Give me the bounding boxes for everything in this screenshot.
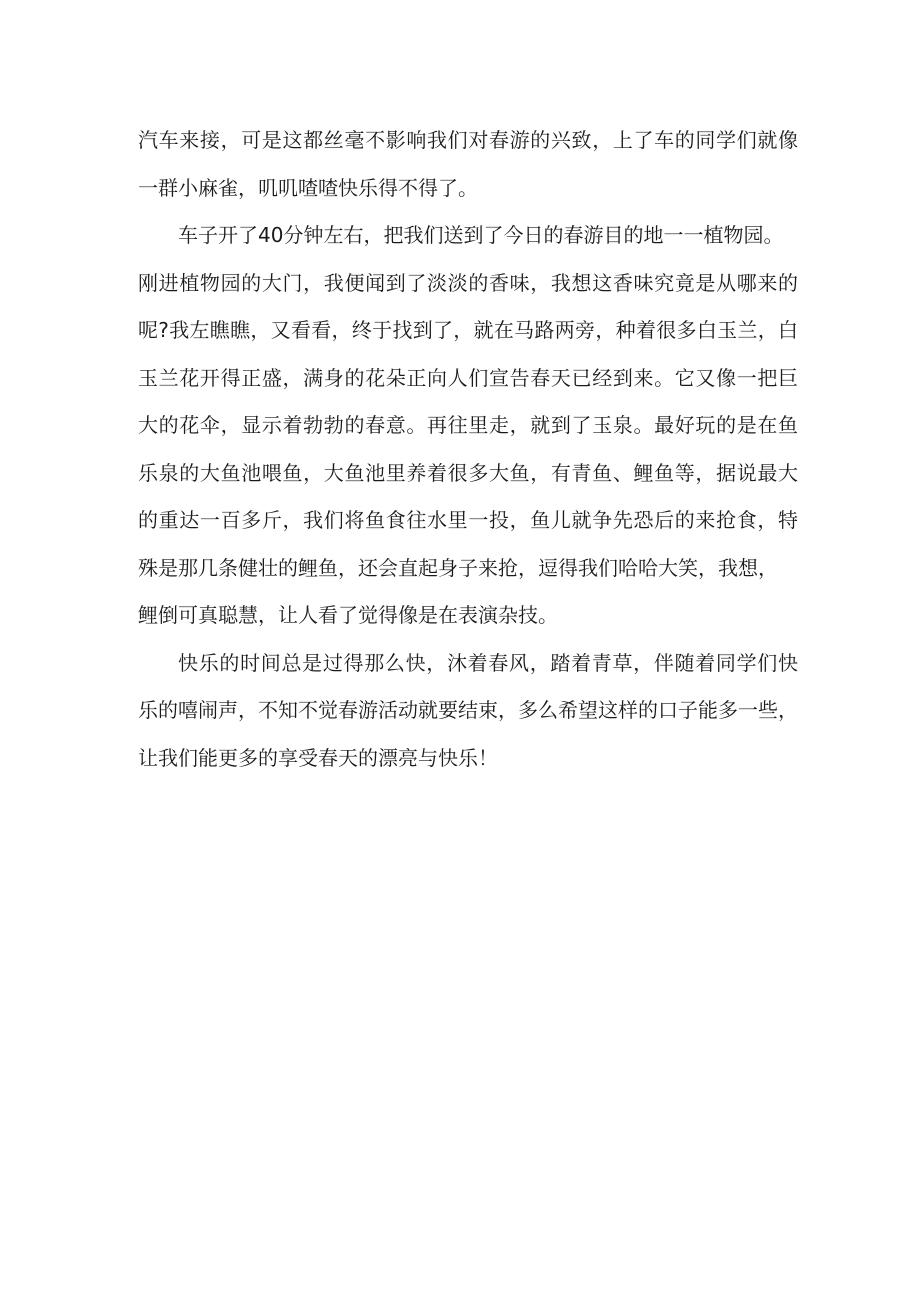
text-line: 乐泉的大鱼池喂鱼，大鱼池里养着很多大鱼，有青鱼、鲤鱼等，据说最大 (138, 460, 798, 485)
text-line: 呢?我左瞧瞧，又看看，终于找到了，就在马路两旁，种着很多白玉兰，白 (138, 318, 798, 342)
text-line: 玉兰花开得正盛，满身的花朵正向人们宣告春天已经到来。它又像一把巨 (138, 365, 798, 390)
text-line: 刚进植物园的大门，我便闻到了淡淡的香味，我想这香味究竟是从哪来的 (138, 270, 798, 295)
text-line: 殊是那几条健壮的鲤鱼，还会直起身子来抢，逗得我们哈哈大笑，我想， (138, 555, 778, 580)
text-line: 汽车来接，可是这都丝毫不影响我们对春游的兴致，上了车的同学们就像 (138, 128, 798, 152)
text-line: 让我们能更多的享受春天的漂亮与快乐！ (138, 745, 498, 770)
text-line: 鲤倒可真聪慧，让人看了觉得像是在表演杂技。 (138, 603, 558, 627)
text-line: 车子开了40分钟左右，把我们送到了今日的春游目的地一一植物园。 (178, 223, 784, 247)
text-line: 一群小麻雀，叽叽喳喳快乐得不得了。 (138, 175, 478, 200)
text-line: 快乐的时间总是过得那么快，沐着春风，踏着青草，伴随着同学们快 (178, 650, 798, 675)
essay-body (138, 117, 798, 782)
text-line: 大的花伞，显示着勃勃的春意。再往里走，就到了玉泉。最好玩的是在鱼 (138, 413, 798, 437)
text-line: 乐的嘻闹声，不知不觉春游活动就要结束，多么希望这样的口子能多一些， (138, 698, 798, 722)
text-line: 的重达一百多斤，我们将鱼食往水里一投，鱼儿就争先恐后的来抢食，特 (138, 508, 798, 532)
